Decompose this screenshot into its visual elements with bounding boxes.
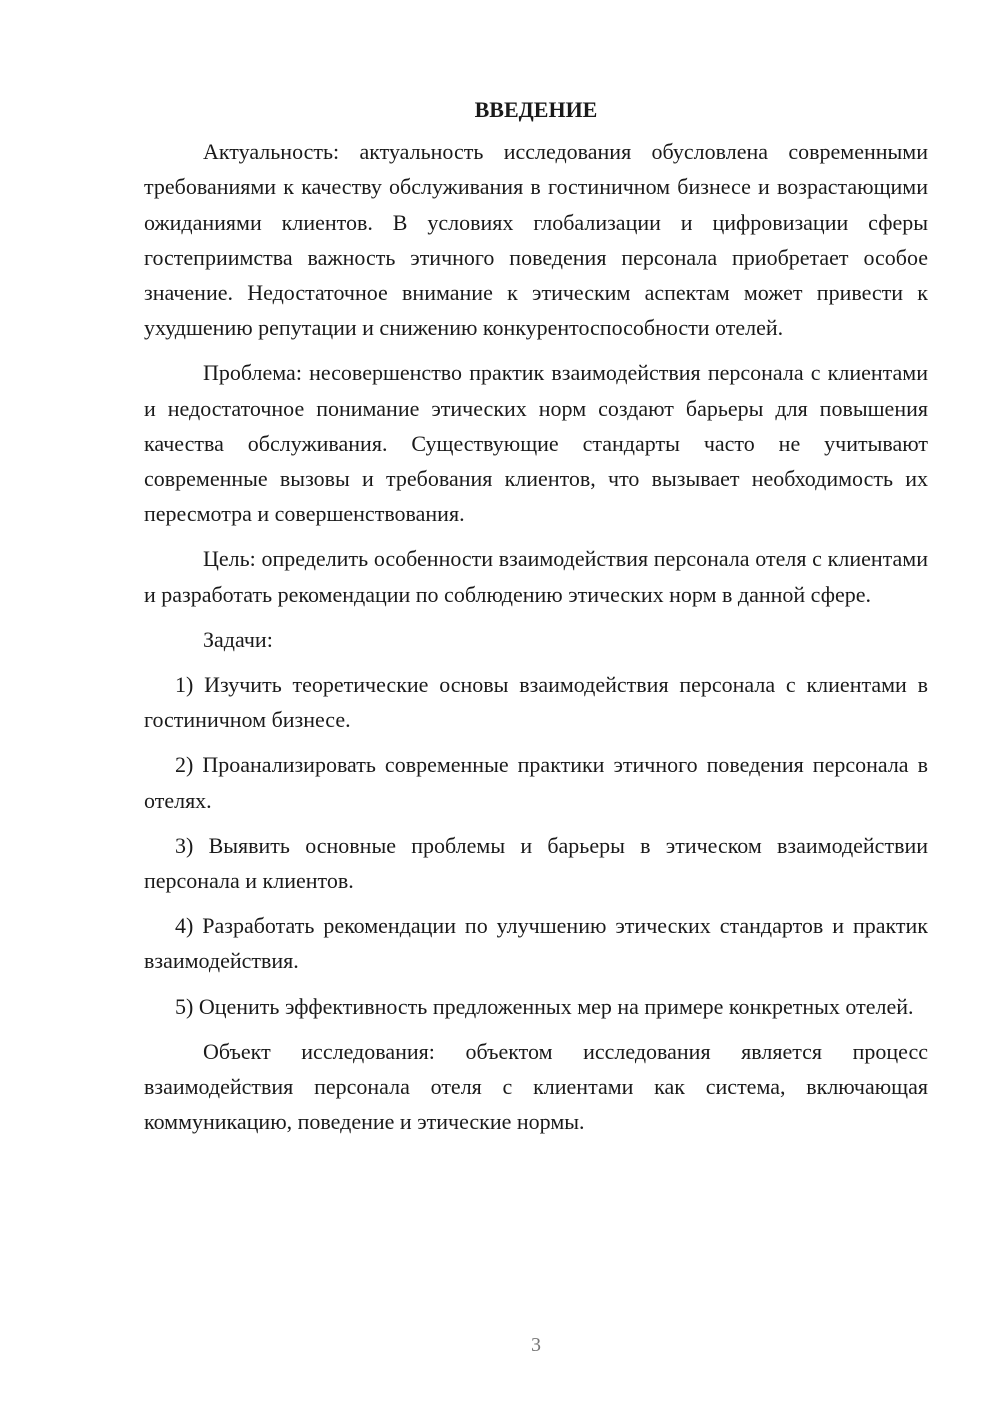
object-paragraph: Объект исследования: объектом исследования является процесс взаимодействия персонала отеля с клиентами как система, включающая коммуникацию, поведение и этические нормы. bbox=[144, 1038, 928, 1135]
task-item: 5) Оценить эффективность предложенных мер на примере конкретных отелей. bbox=[175, 993, 914, 1019]
task-item: 4) Разработать рекомендации по улучшению этических стандартов и практик взаимодействия. bbox=[144, 913, 928, 974]
problem-paragraph: Проблема: несовершенство практик взаимодействия персонала с клиентами и недостаточное понимание этических норм создают барьеры для повышения качества обслуживания. Существующие стандарты часто не учитывают современные вызовы и требования клиентов, что вызывает необходимость их пересмотра и совершенствования. bbox=[144, 360, 928, 527]
goal-paragraph: Цель: определить особенности взаимодействия персонала отеля с клиентами и разработать рекомендации по соблюдению этических норм в данной сфере. bbox=[144, 546, 928, 607]
task-item: 2) Проанализировать современные практики этичного поведения персонала в отелях. bbox=[144, 752, 928, 813]
task-item: 1) Изучить теоретические основы взаимодействия персонала с клиентами в гостиничном бизнесе. bbox=[144, 672, 928, 733]
page-number: 3 bbox=[531, 1334, 541, 1356]
relevance-paragraph: Актуальность: актуальность исследования обусловлена современными требованиями к качеству обслуживания в гостиничном бизнесе и возрастающими ожиданиями клиентов. В условиях глобализации и цифровизации сферы гостеприимства важность этичного поведения персонала приобретает особое значение. Недостаточное внимание к этическим аспектам может привести к ухудшению репутации и снижению конкурентоспособности отелей. bbox=[144, 139, 928, 341]
document-body bbox=[144, 92, 928, 1149]
task-item: 3) Выявить основные проблемы и барьеры в этическом взаимодействии персонала и клиентов. bbox=[144, 832, 928, 894]
page-title: ВВЕДЕНИЕ bbox=[474, 97, 598, 122]
tasks-heading: Задачи: bbox=[203, 626, 273, 652]
